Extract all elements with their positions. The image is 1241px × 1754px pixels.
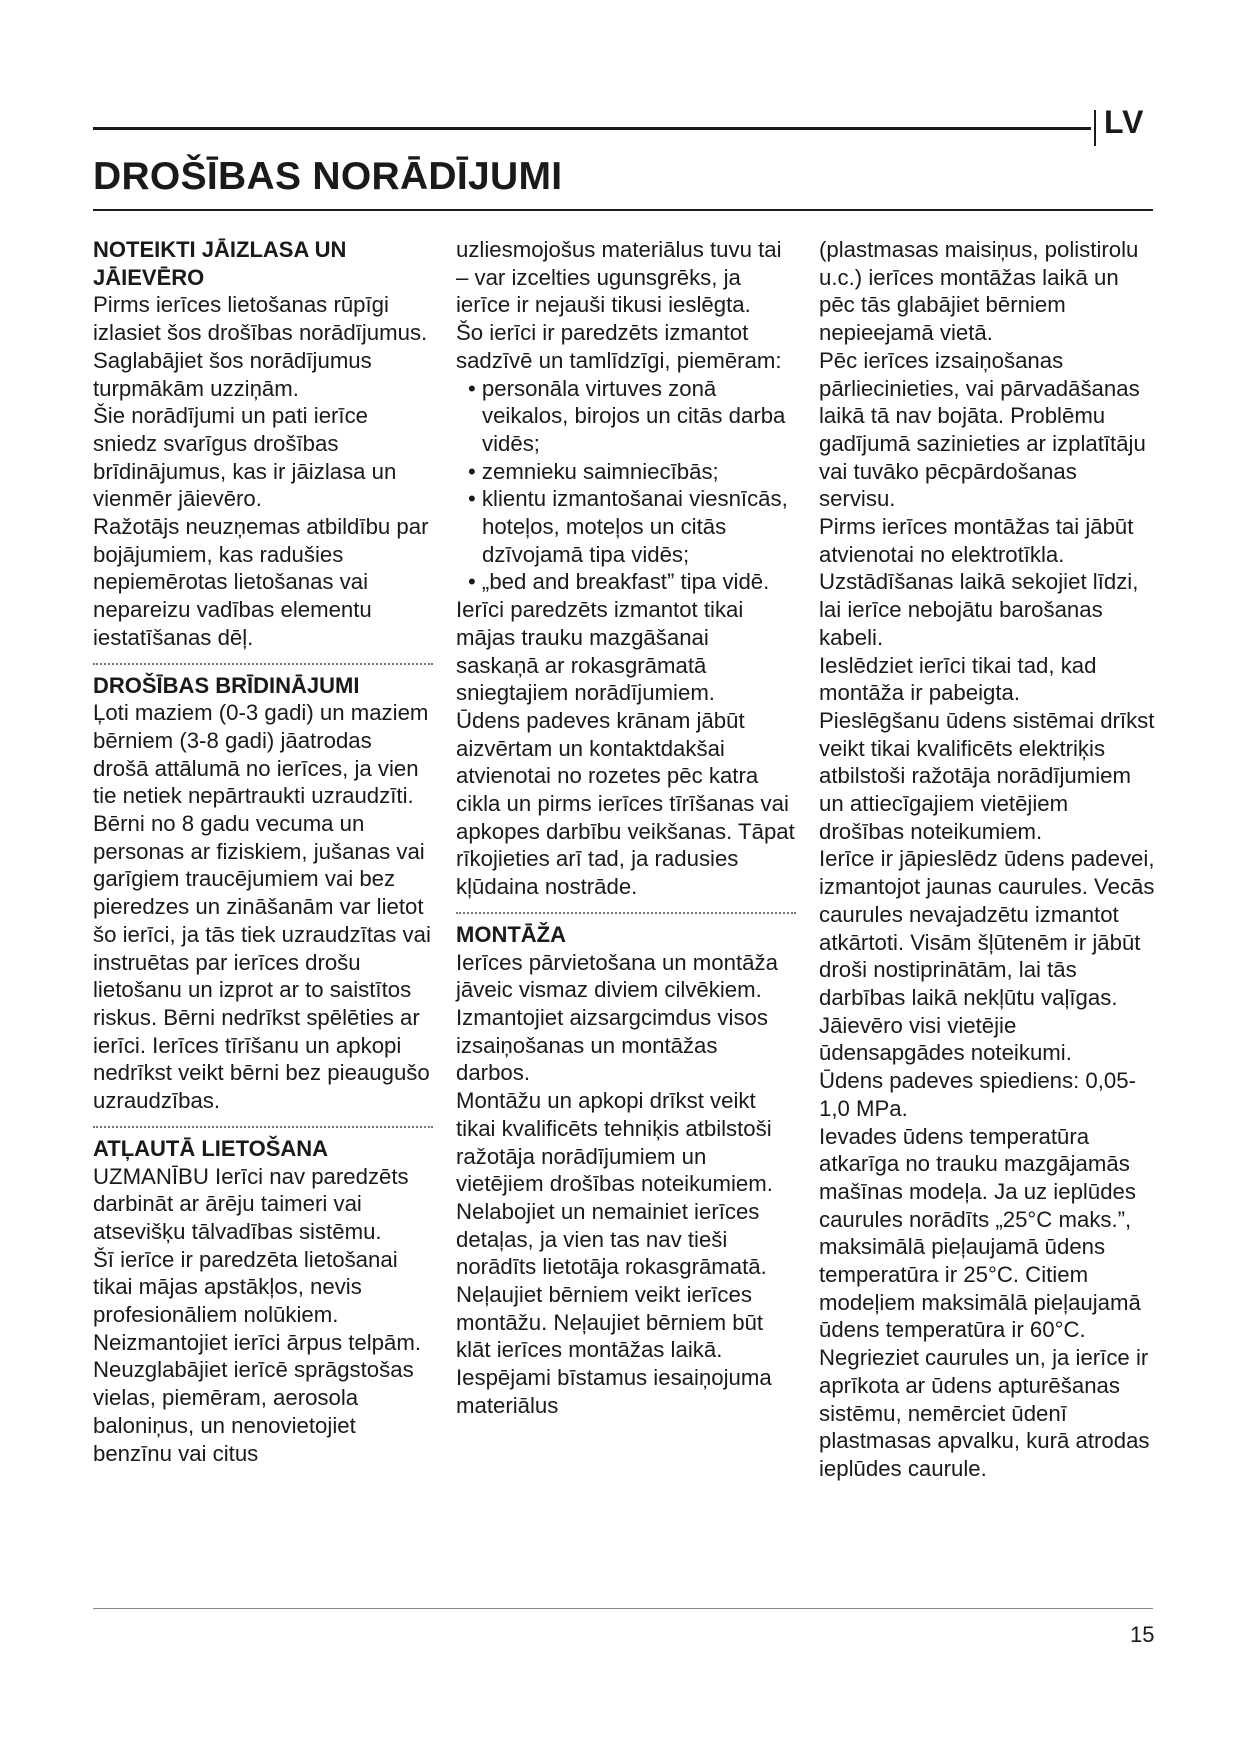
paragraph: Ierīce ir jāpieslēdz ūdens padevei, izmantojot jaunas caurules. Vecās caurules nevajadzētu izmantot atkārtoti. Visām šļūtenēm ir jābūt droši nostiprinātām, lai tās darbības laikā nekļūtu vaļīgas. [819,846,1155,1010]
paragraph: Ievades ūdens temperatūra atkarīga no trauku mazgājamās mašīnas modeļa. Ja uz ieplūdes caurules norādīts „25°C maks.”, maksimālā pieļaujamā ūdens temperatūra ir 25°C. Citiem modeļiem maksimālā pieļaujamā ūdens temperatūra ir 60°C. [819,1123,1141,1343]
bullet-item: • „bed and breakfast” tipa vidē. [468,569,770,595]
title-underline [93,209,1153,211]
paragraph: Neuzglabājiet ierīcē sprāgstošas vielas, piemēram, aerosola baloniņus, un nenovietojiet benzīnu vai citus [93,1357,414,1466]
paragraph: UZMANĪBU Ierīci nav paredzēts darbināt ar ārēju taimeri vai atsevišķu tālvadības sistēmu. [93,1163,409,1244]
paragraph: Neizmantojiet ierīci ārpus telpām. [93,1329,422,1355]
column-3 [819,236,1159,1483]
column-1 [93,236,433,1467]
paragraph: Pēc ierīces izsaiņošanas pārliecinieties, vai pārvadāšanas laikā tā nav bojāta. Problēmu gadījumā sazinieties ar izplatītāju vai tuvāko pēcpārdošanas servisu. [819,347,1146,512]
paragraph: uzliesmojošus materiālus tuvu tai – var izcelties ugunsgrēks, ja ierīce ir nejauši tikusi ieslēgta. [456,237,782,318]
paragraph: Negrieziet caurules un, ja ierīce ir aprīkota ar ūdens apturēšanas sistēmu, nemērciet ūdenī plastmasas apvalku, kurā atrodas ieplūdes caurule. [819,1345,1150,1481]
paragraph: Pirms ierīces montāžas tai jābūt atvienotai no elektrotīkla. [819,514,1134,567]
paragraph: Jāievēro visi vietējie ūdensapgādes noteikumi. [819,1012,1072,1066]
paragraph: Šī ierīce ir paredzēta lietošanai tikai mājas apstākļos, nevis profesionāliem nolūkiem. [93,1246,398,1328]
paragraph: Saglabājiet šos norādījumus turpmākām uzziņām. [93,347,372,401]
section-heading: MONTĀŽA [456,921,566,947]
section-heading: ATĻAUTĀ LIETOŠANA [93,1135,329,1161]
section-separator [93,1126,433,1128]
paragraph: Ražotājs neuzņemas atbildību par bojājumiem, kas radušies nepiemērotas lietošanas vai nepareizu vadības elementu iestatīšanas dēļ. [93,514,429,650]
paragraph: Ūdens padeves spiediens: 0,05-1,0 MPa. [819,1068,1136,1121]
paragraph: Ļoti maziem (0-3 gadi) un maziem bērniem (3-8 gadi) jāatrodas drošā attālumā no ierīces, ja vien tie netiek nepārtraukti uzraudzīti. Bērni no 8 gadu vecuma un personas ar fiziskiem, jušanas vai garīgiem traucējumiem vai bez pieredzes un zināšanām var lietot šo ierīci, ja tās tiek uzraudzītas vai instruētas par ierīces drošu lietošanu un izprot ar to saistītos riskus. Bērni nedrīkst spēlēties ar ierīci. Ierīces tīrīšanu un apkopi nedrīkst veikt bērni bez pieaugušo uzraudzības. [93,700,431,1114]
paragraph: Montāžu un apkopi drīkst veikt tikai kvalificēts tehniķis atbilstoši ražotāja norādījumiem un vietējiem drošības noteikumiem. [456,1088,773,1197]
header-rule [93,127,1091,130]
paragraph: Uzstādīšanas laikā sekojiet līdzi, lai ierīce nebojātu barošanas kabeli. [819,569,1139,650]
section-separator [456,912,796,914]
paragraph: Ierīces pārvietošana un montāža jāveic vismaz diviem cilvēkiem. Izmantojiet aizsargcimdus visos izsaiņošanas un montāžas darbos. [456,949,778,1086]
paragraph: Ūdens padeves krānam jābūt aizvērtam un kontaktdakšai atvienotai no rozetes pēc katra cikla un pirms ierīces tīrīšanas vai apkopes darbību veikšanas. Tāpat rīkojieties arī tad, ja radusies kļūdaina nostrāde. [456,707,795,900]
section-heading: NOTEIKTI JĀIZLASA UN JĀIEVĒRO [93,237,347,290]
paragraph: Ierīci paredzēts izmantot tikai mājas trauku mazgāšanai saskaņā ar rokasgrāmatā sniegtajiem norādījumiem. [456,597,744,706]
bullet-item: • personāla virtuves zonā veikalos, birojos un citās darba vidēs; [468,375,786,456]
bullet-item: • zemnieku saimniecībās; [468,458,719,484]
section-heading: DROŠĪBAS BRĪDINĀJUMI [93,672,360,698]
page-title: DROŠĪBAS NORĀDĪJUMI [93,155,563,198]
page-number: 15 [1130,1622,1155,1647]
paragraph: Šo ierīci ir paredzēts izmantot sadzīvē un tamlīdzīgi, piemēram: [456,320,782,373]
paragraph: Pirms ierīces lietošanas rūpīgi izlasiet šos drošības norādījumus. [93,292,428,346]
header-rule-tick [1094,110,1096,146]
section-separator [93,663,433,665]
footer-rule [93,1608,1153,1609]
paragraph: (plastmasas maisiņus, polistirolu u.c.) ierīces montāžas laikā un pēc tās glabājiet bērniem nepieejamā vietā. [819,237,1139,346]
paragraph: Pieslēgšanu ūdens sistēmai drīkst veikt tikai kvalificēts elektriķis atbilstoši ražotāja norādījumiem un attiecīgajiem vietējiem drošības noteikumiem. [819,707,1155,844]
paragraph: Nelabojiet un nemainiet ierīces detaļas, ja vien tas nav tieši norādīts lietotāja rokasgrāmatā. Neļaujiet bērniem veikt ierīces montāžu. Neļaujiet bērniem būt klāt ierīces montāžas laikā. Iespējami bīstamus iesaiņojuma materiālus [456,1198,772,1418]
language-code: LV [1104,104,1145,140]
column-2 [456,236,796,1420]
bullet-item: • klientu izmantošanai viesnīcās, hoteļos, moteļos un citās dzīvojamā tipa vidēs; [468,486,788,567]
paragraph: Ieslēdziet ierīci tikai tad, kad montāža ir pabeigta. [819,652,1097,706]
paragraph: Šie norādījumi un pati ierīce sniedz svarīgus drošības brīdinājumus, kas ir jāizlasa un vienmēr jāievēro. [93,403,397,512]
